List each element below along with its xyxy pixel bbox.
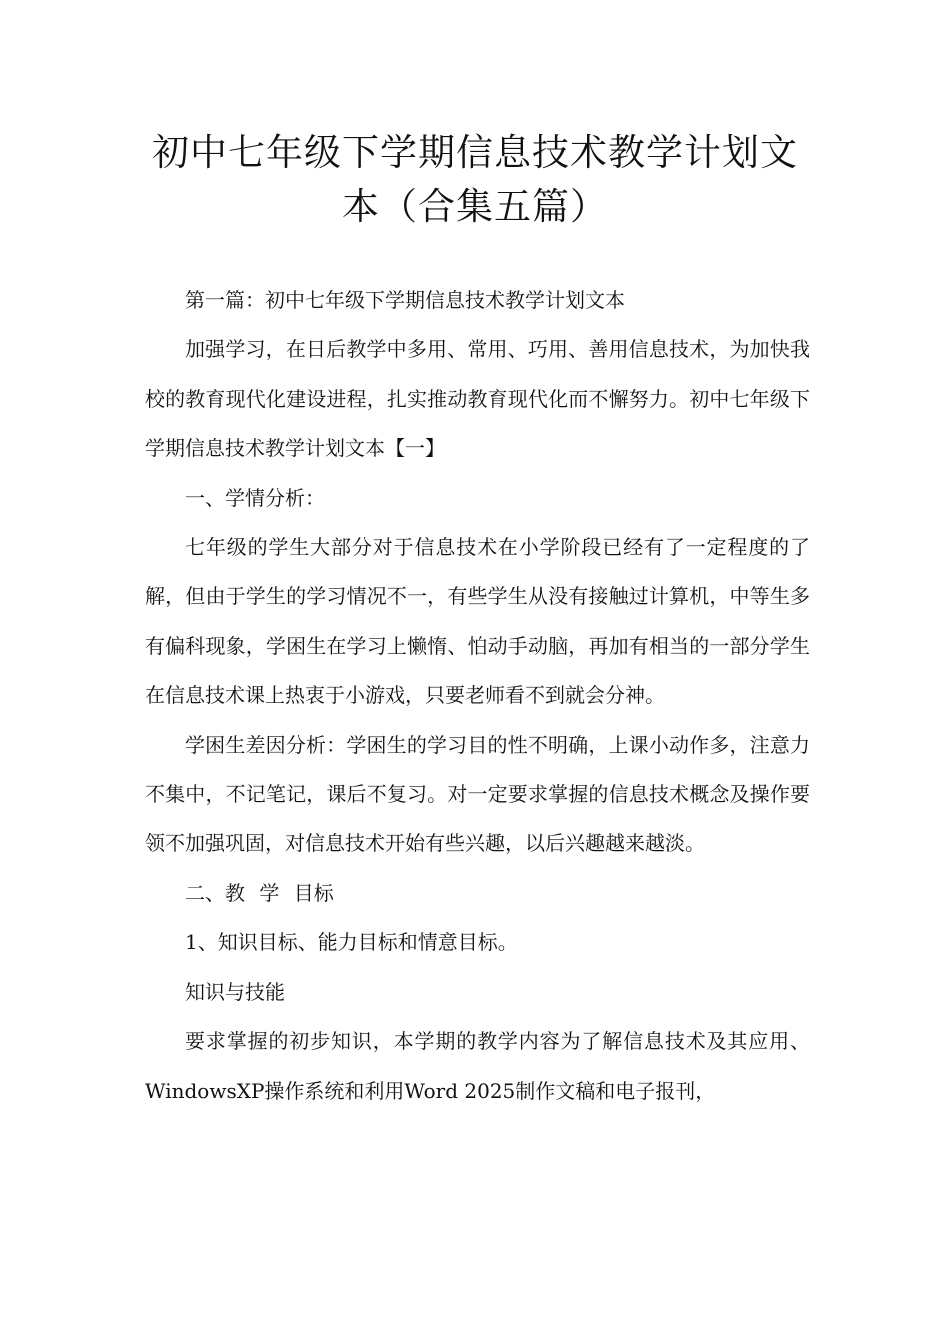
paragraph-goal-types: 1、知识目标、能力目标和情意目标。 — [185, 930, 518, 955]
section-heading-learning-analysis: 一、学情分析： — [185, 485, 325, 510]
paragraph-knowledge-content: 要求掌握的初步知识，本学期的教学内容为了解信息技术及其应用、WindowsXP操作系统和利用Word 2025制作文稿和电子报刊， — [145, 1029, 810, 1103]
paragraph-struggling-students: 学困生差因分析：学困生的学习目的性不明确，上课小动作多，注意力不集中，不记笔记，课后不复习。对一定要求掌握的信息技术概念及操作要领不加强巩固，对信息技术开始有些兴趣，以后兴趣越来越淡。 — [145, 732, 810, 856]
paragraph-learning-analysis: 七年级的学生大部分对于信息技术在小学阶段已经有了一定程度的了解，但由于学生的学习情况不一，有些学生从没有接触过计算机，中等生多有偏科现象，学困生在学习上懒惰、怕动手动脑，再加有相当的一部分学生在信息技术课上热衷于小游戏，只要老师看不到就会分神。 — [145, 535, 810, 708]
title-line-1: 初中七年级下学期信息技术教学计划文 — [152, 131, 798, 174]
section-heading-part-one: 第一篇：初中七年级下学期信息技术教学计划文本 — [185, 288, 625, 312]
section-heading-teaching-goals: 二、教 学 目标 — [185, 880, 334, 905]
subheading-knowledge-skills: 知识与技能 — [185, 979, 285, 1004]
document-title — [140, 126, 810, 234]
title-line-2: 本（合集五篇） — [342, 185, 608, 228]
document-body — [145, 276, 810, 1116]
paragraph-intro: 加强学习，在日后教学中多用、常用、巧用、善用信息技术，为加快我校的教育现代化建设进程，扎实推动教育现代化而不懈努力。初中七年级下学期信息技术教学计划文本【一】 — [145, 337, 810, 461]
